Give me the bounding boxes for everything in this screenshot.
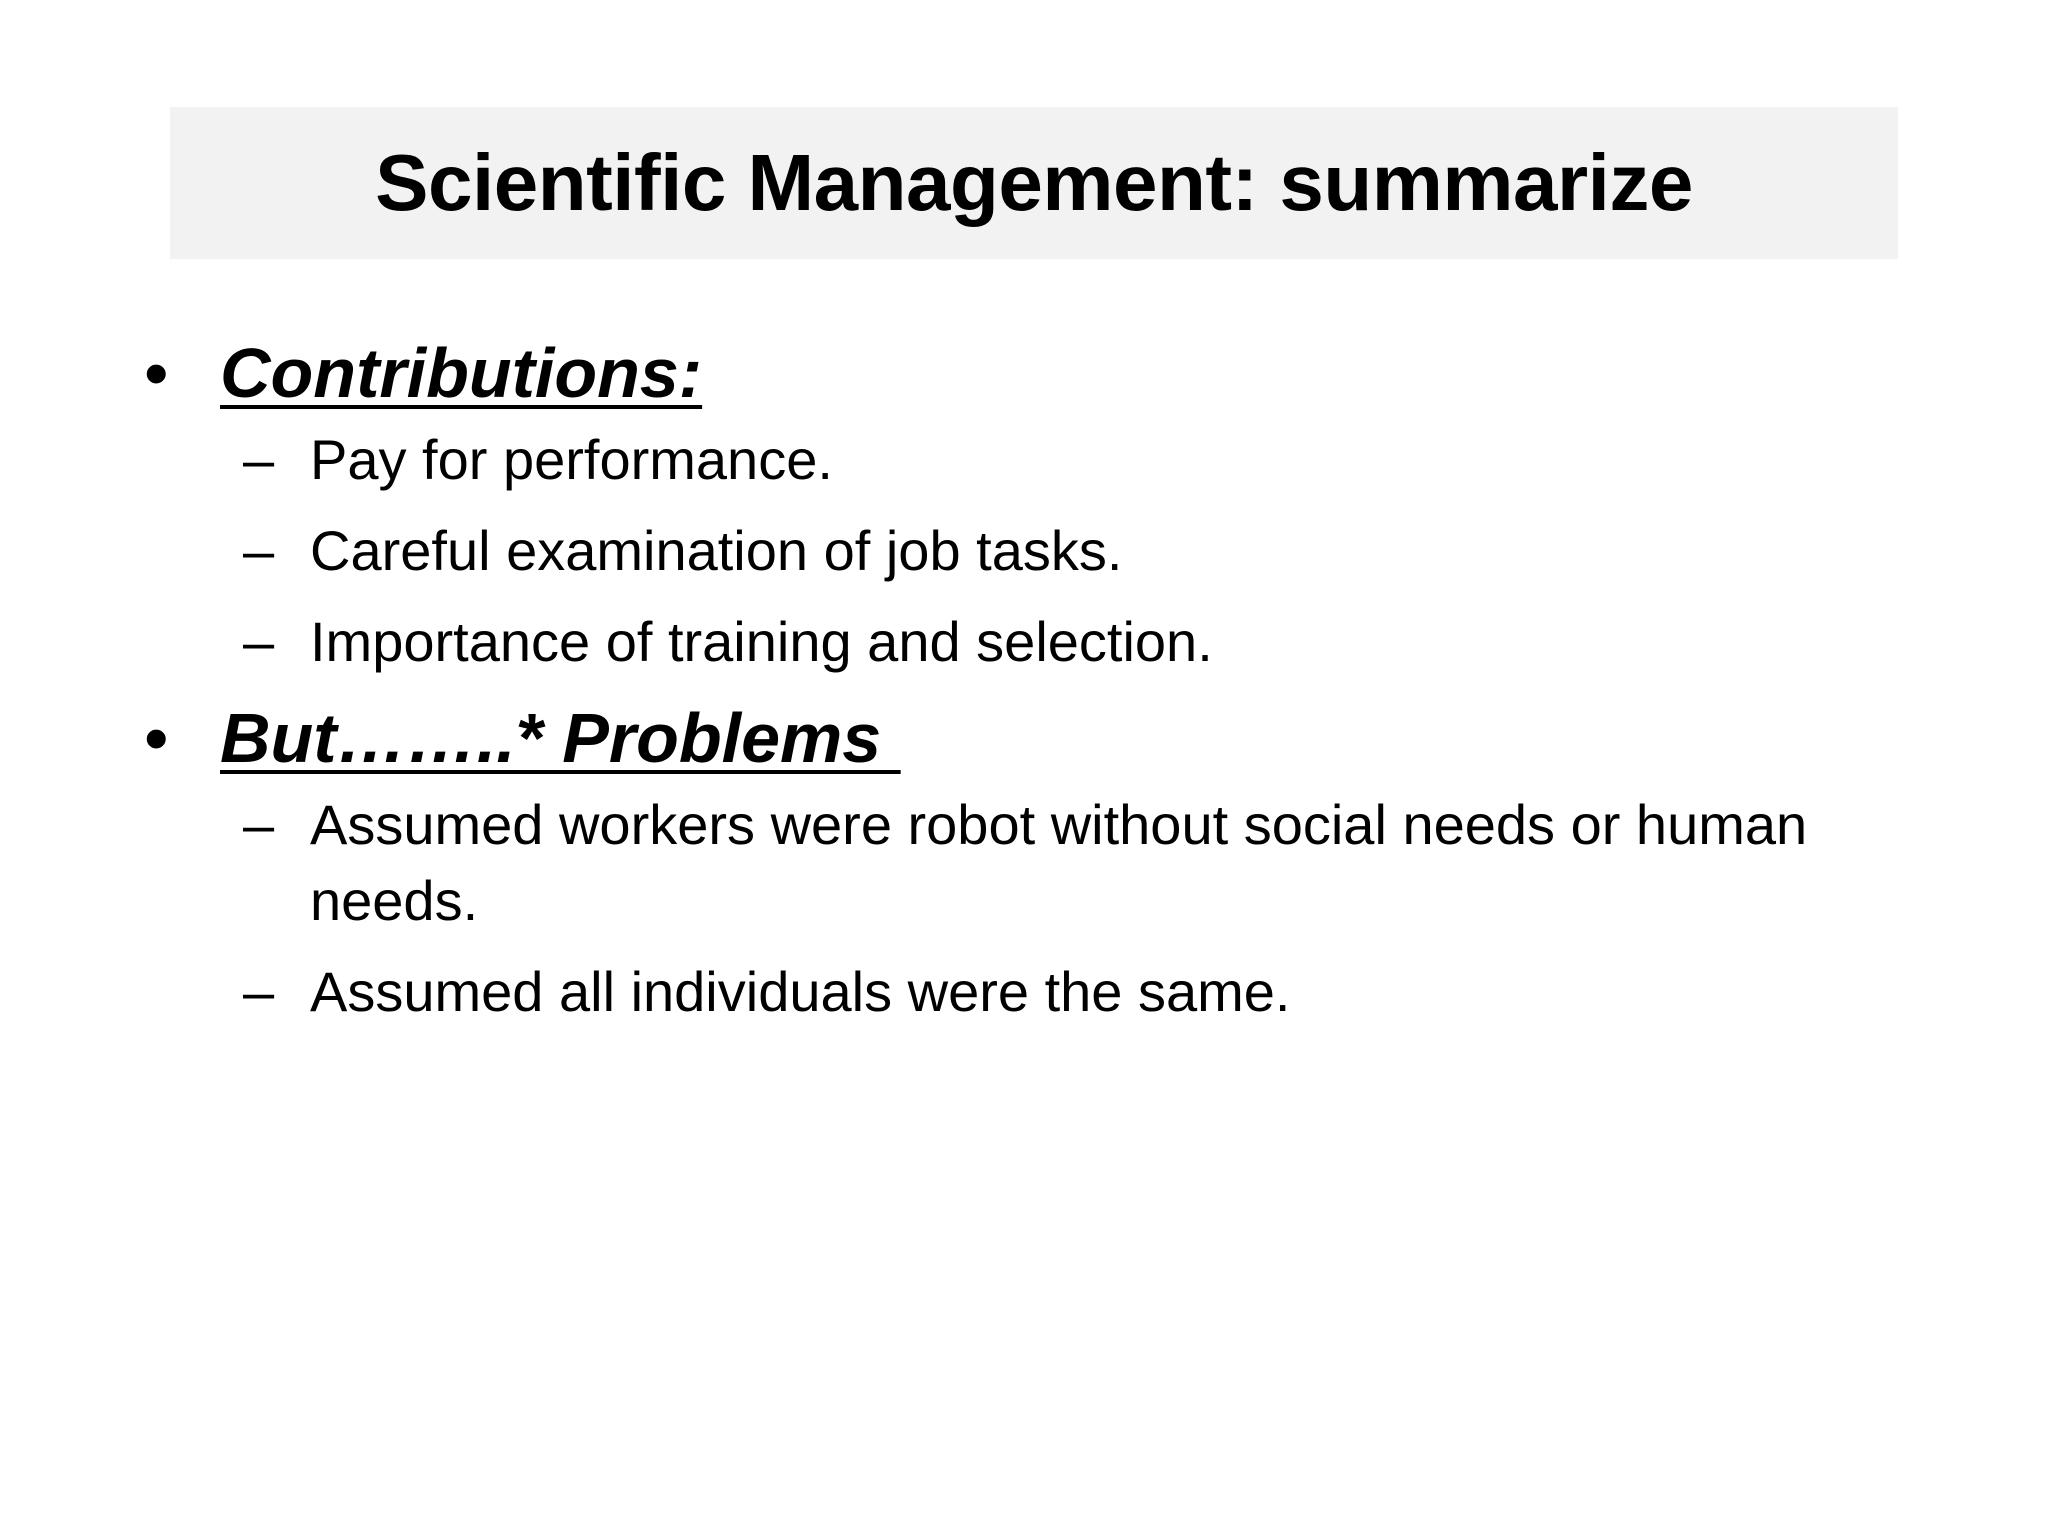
sub-item-text: Assumed workers were robot without social needs or human needs. (310, 793, 1808, 932)
section-heading: Contributions: (220, 334, 703, 412)
slide-content (140, 330, 1900, 1045)
sub-item-text: Pay for performance. (310, 428, 833, 491)
sub-item-text: Careful examination of job tasks. (310, 519, 1123, 582)
title-box (170, 107, 1898, 259)
bullet-item (140, 330, 1900, 416)
section-problems (140, 695, 1900, 1030)
dash-icon: – (243, 428, 275, 491)
sub-item (140, 787, 1900, 939)
sub-item-text: Importance of training and selection. (310, 610, 1213, 673)
section-heading: But……..* Problems (220, 699, 901, 777)
sub-item (140, 513, 1900, 589)
bullet-icon: • (144, 334, 169, 412)
sub-item (140, 422, 1900, 498)
dash-icon: – (243, 960, 275, 1023)
bullet-item (140, 695, 1900, 781)
sub-item (140, 604, 1900, 680)
dash-icon: – (243, 610, 275, 673)
bullet-icon: • (144, 699, 169, 777)
section-contributions (140, 330, 1900, 680)
dash-icon: – (243, 793, 275, 856)
sub-item (140, 954, 1900, 1030)
sub-item-text: Assumed all individuals were the same. (310, 960, 1291, 1023)
slide-title: Scientific Management: summarize (375, 138, 1693, 227)
dash-icon: – (243, 519, 275, 582)
